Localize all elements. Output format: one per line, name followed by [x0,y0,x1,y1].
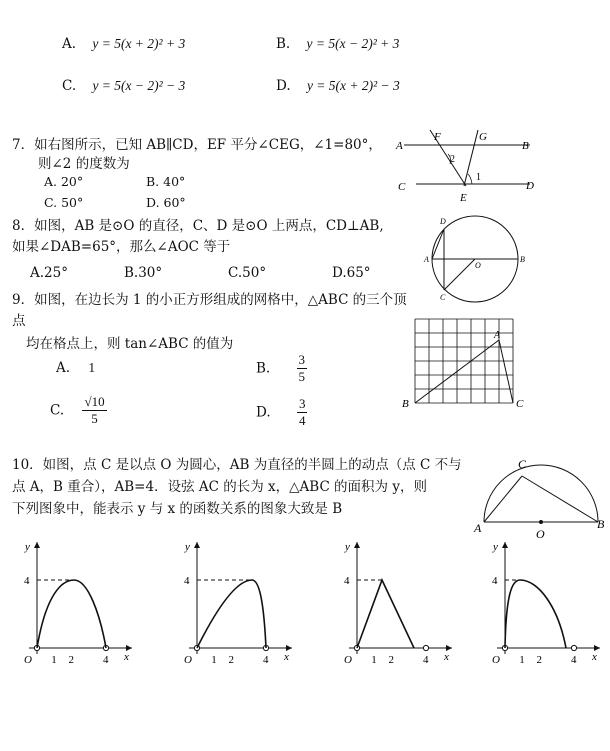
y-tick-label-4: 4 [492,575,498,587]
q9-option-b[interactable]: B. $\frac{3}{5}$ [256,352,306,384]
q10-graph-d[interactable] [478,536,608,674]
graph-d-curve [505,580,566,648]
q8-option-d[interactable]: D.65° [332,265,371,281]
tick-label-4: 4 [263,654,269,666]
graph-a-axes [24,541,132,666]
graph-c-curve [357,580,414,648]
center-o-dot [539,520,543,524]
q10-graph-b[interactable] [170,536,300,674]
label-angle-2: 2 [450,154,455,165]
q8-option-b[interactable]: B.30° [124,265,163,281]
q8-figure [420,212,530,308]
origin-label: O [492,654,500,666]
q9-stem-cont: 均在格点上，则 tan∠ABC 的值为 [26,336,234,352]
label-e: E [460,192,467,204]
y-tick-label-4: 4 [24,575,30,587]
q6-option-d[interactable]: D. y = 5(x + 2)² − 3 [276,78,400,94]
y-axis-label: y [25,541,30,553]
y-tick-label-4: 4 [184,575,190,587]
label-c: C [398,181,406,193]
q9-stem: 9．如图，在边长为 1 的小正方形组成的网格中，△ABC 的三个顶 [12,292,407,308]
q10-stem-cont: 点 A，B 重合），AB=4．设弦 AC 的长为 x，△ABC 的面积为 y，则 [12,479,427,495]
q8-stem: 8．如图，AB 是⊙O 的直径，C、D 是⊙O 上两点，CD⊥AB, [12,218,384,234]
segment-ad [432,229,444,259]
q7-option-a[interactable]: A. 20° [44,174,84,189]
q6-option-b[interactable]: B. y = 5(x − 2)² + 3 [276,36,400,52]
segment-ac [499,340,513,403]
label-c: C [440,293,446,302]
label-b: B [522,140,529,152]
q7-figure [392,122,542,208]
tick-label-2: 2 [228,654,234,666]
y-axis-arrow [354,542,360,548]
tick-label-4: 4 [423,654,429,666]
label-a: A [494,330,501,341]
origin-label: O [184,654,192,666]
q7-option-d[interactable]: D. 60° [146,195,186,210]
label-c: C [516,398,524,410]
q8-option-a[interactable]: A.25° [30,265,68,281]
fraction-sqrt10-5: $\frac{√10}{5}$ [84,394,105,426]
origin-label: O [24,654,32,666]
q9-option-d[interactable]: D. $\frac{3}{4}$ [256,396,306,428]
semicircle [484,465,598,522]
fraction-3-5: $\frac{3}{5}$ [298,352,306,384]
label-a: A [396,140,403,152]
label-g: G [479,131,487,143]
angle-1-arc [468,174,472,184]
x-axis-label: x [284,651,289,663]
y-axis-arrow [34,542,40,548]
q8-option-c[interactable]: C.50° [228,265,267,281]
label-o: O [475,261,481,270]
q9-stem-wrap: 点 [12,313,26,329]
q9-option-c[interactable]: C. $\frac{√10}{5}$ [50,394,105,426]
q10-stem: 10．如图，点 C 是以点 O 为圆心，AB 为直径的半圆上的动点（点 C 不与 [12,457,462,473]
x-axis-label: x [124,651,129,663]
label-b: B [402,398,409,410]
y-axis-arrow [502,542,508,548]
y-axis-arrow [194,542,200,548]
label-d: D [526,180,534,192]
graph-c-axes [344,541,452,666]
label-b: B [520,255,525,264]
segment-oc [444,259,475,290]
q7-option-b[interactable]: B. 40° [146,174,186,189]
tick-label-4: 4 [103,654,109,666]
q7-option-c[interactable]: C. 50° [44,195,84,210]
q6-option-c[interactable]: C. y = 5(x − 2)² − 3 [62,78,186,94]
y-tick-label-4: 4 [344,575,350,587]
q10-graph-a[interactable] [10,536,140,674]
origin-label: O [344,654,352,666]
y-axis-label: y [493,541,498,553]
tick-label-2: 2 [68,654,74,666]
label-c: C [518,457,527,471]
chord-ac [484,476,522,522]
label-b: B [597,517,605,531]
q8-stem-cont: 如果∠DAB=65°，那么∠AOC 等于 [12,239,231,255]
label-angle-1: 1 [476,172,481,183]
x4-marker [571,645,576,650]
tick-label-1: 1 [371,654,377,666]
label-a: A [424,255,429,264]
label-o: O [536,527,545,541]
tick-label-2: 2 [388,654,394,666]
tick-label-4: 4 [571,654,577,666]
q7-stem-cont: 则∠2 的度数为 [38,156,130,172]
graph-b-axes [184,541,292,666]
graph-a-curve [37,580,106,648]
tick-label-1: 1 [51,654,57,666]
x-axis-label: x [444,651,449,663]
q9-option-a[interactable]: A. 1 [56,360,96,376]
q9-grid-figure [398,318,532,414]
label-f: F [434,131,441,143]
label-d: D [440,217,446,226]
fraction-3-4: $\frac{3}{4}$ [298,396,306,428]
y-axis-label: y [185,541,190,553]
tick-label-2: 2 [536,654,542,666]
q10-graph-c[interactable] [330,536,460,674]
q6-option-a[interactable]: A. y = 5(x + 2)² + 3 [62,36,186,52]
x-axis-label: x [592,651,597,663]
y-axis-label: y [345,541,350,553]
graph-b-curve [197,580,266,648]
tick-label-1: 1 [519,654,525,666]
chord-bc [522,476,598,522]
tick-label-1: 1 [211,654,217,666]
label-a: A [474,521,482,535]
q10-semicircle-figure [470,452,610,542]
q7-stem: 7．如右图所示，已知 AB∥CD，EF 平分∠CEG，∠1=80°， [12,137,382,153]
x4-marker [423,645,428,650]
q10-stem-cont2: 下列图象中，能表示 y 与 x 的函数关系的图象大致是 B [12,501,343,517]
